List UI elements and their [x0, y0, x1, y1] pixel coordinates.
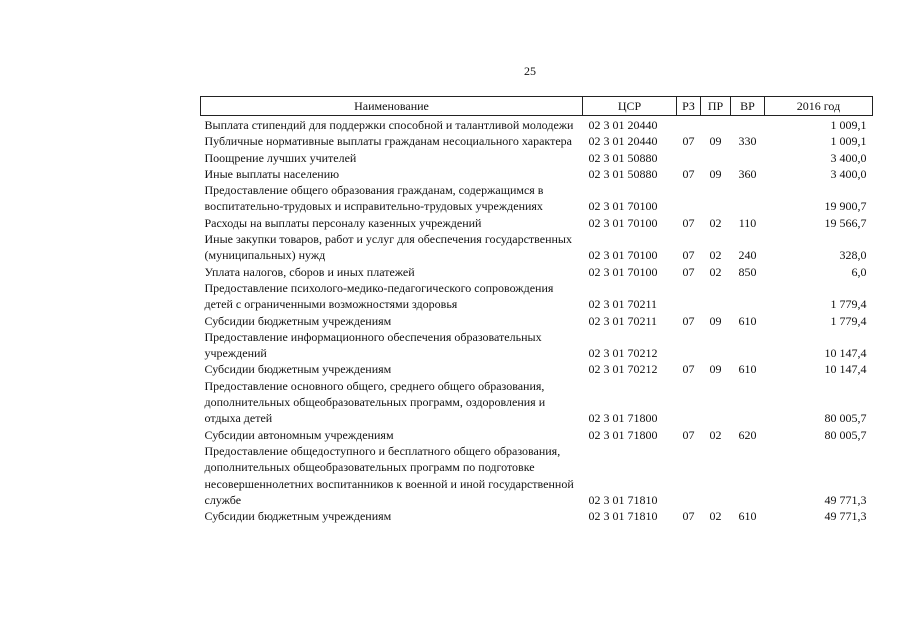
- row-amount-cell: 80 005,7: [824, 427, 867, 442]
- table-row: [201, 231, 873, 264]
- row-amount-cell: 19 566,7: [824, 215, 867, 230]
- row-name-cell: Субсидии бюджетным учреждениям: [204, 509, 392, 524]
- row-csr-cell: 02 3 01 71800: [588, 411, 658, 426]
- row-csr-cell: 02 3 01 70100: [588, 264, 658, 279]
- row-pr-cell: 02: [709, 248, 722, 263]
- row-csr-cell: 02 3 01 71800: [588, 427, 658, 442]
- row-rz-cell: 07: [682, 134, 695, 149]
- row-pr-cell: [701, 443, 731, 508]
- row-vr-cell: [731, 182, 765, 215]
- row-vr-cell: [731, 329, 765, 362]
- table-row: [201, 280, 873, 313]
- row-vr-cell: 610: [738, 362, 757, 377]
- row-amount-cell: 1 009,1: [830, 134, 867, 149]
- row-csr-cell: 02 3 01 70100: [588, 199, 658, 214]
- row-vr-cell: [731, 150, 765, 166]
- header-csr: ЦСР: [583, 97, 677, 116]
- table-row: [201, 166, 873, 182]
- row-amount-cell: 49 771,3: [824, 492, 867, 507]
- row-pr-cell: 02: [709, 509, 722, 524]
- row-pr-cell: [701, 329, 731, 362]
- header-rz: РЗ: [677, 97, 701, 116]
- row-rz-cell: 07: [682, 215, 695, 230]
- row-csr-cell: 02 3 01 71810: [588, 492, 658, 507]
- row-rz-cell: 07: [682, 166, 695, 181]
- table-row: [201, 443, 873, 508]
- row-rz-cell: 07: [682, 427, 695, 442]
- row-pr-cell: [701, 182, 731, 215]
- row-amount-cell: 10 147,4: [824, 346, 867, 361]
- row-csr-cell: 02 3 01 50880: [588, 166, 658, 181]
- row-vr-cell: 610: [738, 509, 757, 524]
- row-amount-cell: 19 900,7: [824, 199, 867, 214]
- row-rz-cell: [677, 378, 701, 427]
- row-name-cell: Публичные нормативные выплаты гражданам несоциального характера: [204, 134, 572, 149]
- row-rz-cell: 07: [682, 248, 695, 263]
- header-year: 2016 год: [765, 97, 873, 116]
- row-rz-cell: [677, 150, 701, 166]
- row-vr-cell: [731, 280, 765, 313]
- row-vr-cell: 330: [738, 134, 757, 149]
- budget-table: [200, 96, 873, 524]
- row-pr-cell: [701, 378, 731, 427]
- row-name-cell: Предоставление общего образования гражданам, содержащимся в воспитательно-трудовых и исправительно-трудовых учреждениях: [204, 183, 544, 214]
- row-amount-cell: 1 779,4: [830, 297, 867, 312]
- row-vr-cell: 240: [738, 248, 757, 263]
- row-name-cell: Предоставление основного общего, среднего общего образования, дополнительных общеобразовательных программ, оздоровления и отдыха детей: [204, 378, 546, 426]
- row-name-cell: Предоставление психолого-медико-педагогического сопровождения детей с ограниченными возможностями здоровья: [204, 280, 554, 312]
- row-pr-cell: 02: [709, 215, 722, 230]
- row-amount-cell: 80 005,7: [824, 411, 867, 426]
- table-row: [201, 427, 873, 443]
- row-rz-cell: [677, 182, 701, 215]
- row-rz-cell: [677, 443, 701, 508]
- table-row: [201, 150, 873, 166]
- row-csr-cell: 02 3 01 71810: [588, 509, 658, 524]
- row-rz-cell: 07: [682, 362, 695, 377]
- row-pr-cell: [701, 150, 731, 166]
- row-csr-cell: 02 3 01 70100: [588, 215, 658, 230]
- row-vr-cell: 610: [738, 313, 757, 328]
- row-pr-cell: 09: [709, 134, 722, 149]
- row-vr-cell: [731, 116, 765, 134]
- row-name-cell: Субсидии бюджетным учреждениям: [204, 313, 392, 328]
- row-pr-cell: 09: [709, 313, 722, 328]
- table-row: [201, 313, 873, 329]
- row-amount-cell: 49 771,3: [824, 509, 867, 524]
- row-vr-cell: 360: [738, 166, 757, 181]
- row-vr-cell: [731, 443, 765, 508]
- row-pr-cell: 02: [709, 264, 722, 279]
- table-row: [201, 378, 873, 427]
- table-row: [201, 182, 873, 215]
- table-row: [201, 329, 873, 362]
- row-amount-cell: 328,0: [839, 248, 867, 263]
- row-pr-cell: 09: [709, 166, 722, 181]
- row-amount-cell: 1 779,4: [830, 313, 867, 328]
- table-header-row: [201, 97, 873, 116]
- table-row: [201, 361, 873, 377]
- row-amount-cell: 3 400,0: [830, 150, 867, 165]
- row-name-cell: Субсидии автономным учреждениям: [204, 427, 394, 442]
- row-csr-cell: 02 3 01 70211: [588, 313, 658, 328]
- row-csr-cell: 02 3 01 70211: [588, 297, 658, 312]
- row-amount-cell: 3 400,0: [830, 166, 867, 181]
- row-rz-cell: [677, 329, 701, 362]
- row-name-cell: Предоставление общедоступного и бесплатного общего образования, дополнительных общеобразовательных программ по подготовке несовершеннолетних воспитанников к военной и иной государственной службе: [204, 443, 574, 507]
- header-name: Наименование: [201, 97, 583, 116]
- row-rz-cell: 07: [682, 313, 695, 328]
- row-rz-cell: [677, 280, 701, 313]
- row-vr-cell: 620: [738, 427, 757, 442]
- row-name-cell: Расходы на выплаты персоналу казенных учреждений: [204, 215, 482, 230]
- row-csr-cell: 02 3 01 70212: [588, 362, 658, 377]
- table-body: [201, 116, 873, 525]
- row-vr-cell: [731, 378, 765, 427]
- row-pr-cell: [701, 280, 731, 313]
- row-name-cell: Поощрение лучших учителей: [204, 150, 357, 165]
- row-csr-cell: 02 3 01 20440: [588, 118, 658, 132]
- header-pr: ПР: [701, 97, 731, 116]
- row-rz-cell: [677, 116, 701, 134]
- row-pr-cell: 02: [709, 427, 722, 442]
- table-row: [201, 508, 873, 524]
- row-csr-cell: 02 3 01 50880: [588, 150, 658, 165]
- row-pr-cell: 09: [709, 362, 722, 377]
- row-name-cell: Субсидии бюджетным учреждениям: [204, 362, 392, 377]
- table-row: [201, 116, 873, 134]
- row-csr-cell: 02 3 01 20440: [588, 134, 658, 149]
- table-row: [201, 264, 873, 280]
- row-pr-cell: [701, 116, 731, 134]
- row-name-cell: Иные закупки товаров, работ и услуг для обеспечения государственных (муниципальных) нужд: [204, 232, 572, 263]
- row-amount-cell: 10 147,4: [824, 362, 867, 377]
- header-vr: ВР: [731, 97, 765, 116]
- row-csr-cell: 02 3 01 70100: [588, 248, 658, 263]
- table-row: [201, 215, 873, 231]
- row-name-cell: Уплата налогов, сборов и иных платежей: [204, 264, 415, 279]
- row-name-cell: Выплата стипендий для поддержки способной и талантливой молодежи: [204, 118, 574, 132]
- page-number: 25: [524, 64, 536, 78]
- row-csr-cell: 02 3 01 70212: [588, 346, 658, 361]
- row-rz-cell: 07: [682, 509, 695, 524]
- row-rz-cell: 07: [682, 264, 695, 279]
- table-row: [201, 133, 873, 149]
- row-vr-cell: 110: [738, 215, 757, 230]
- row-amount-cell: 6,0: [851, 264, 867, 279]
- row-name-cell: Иные выплаты населению: [204, 166, 340, 181]
- row-vr-cell: 850: [738, 264, 757, 279]
- row-name-cell: Предоставление информационного обеспечения образовательных учреждений: [204, 329, 542, 361]
- row-amount-cell: 1 009,1: [830, 118, 867, 132]
